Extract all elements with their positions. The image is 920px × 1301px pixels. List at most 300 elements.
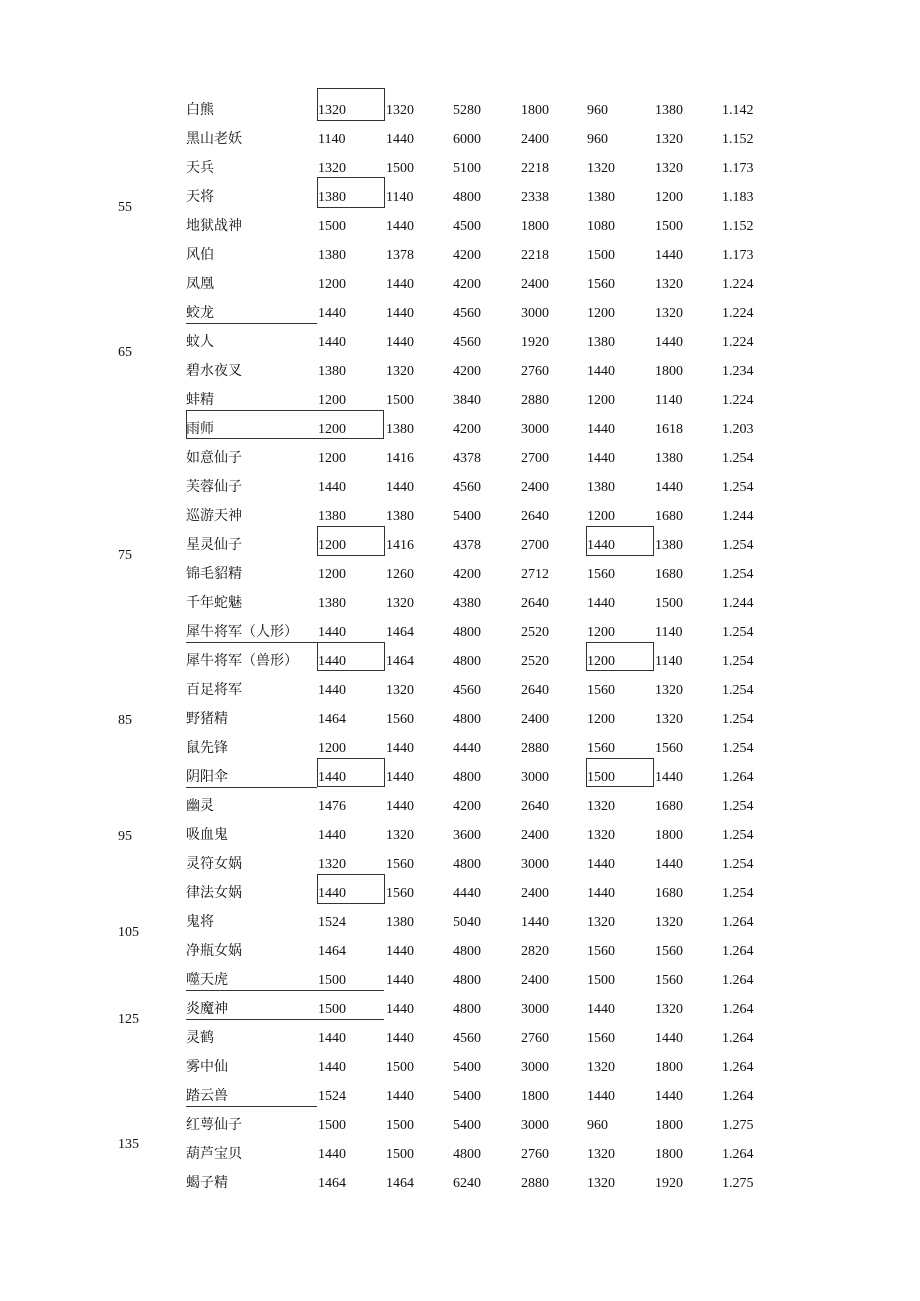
stat-defense: 1320 bbox=[386, 596, 414, 611]
stat-growth: 1.275 bbox=[722, 1118, 754, 1133]
stat-growth: 1.152 bbox=[722, 219, 754, 234]
stat-speed: 1440 bbox=[587, 364, 615, 379]
stat-defense: 1380 bbox=[386, 915, 414, 930]
pet-name: 噬天虎 bbox=[186, 973, 228, 988]
stat-mp: 2880 bbox=[521, 741, 549, 756]
stat-growth: 1.203 bbox=[722, 422, 754, 437]
stat-growth: 1.254 bbox=[722, 857, 754, 872]
stat-defense: 1440 bbox=[386, 306, 414, 321]
stat-growth: 1.254 bbox=[722, 683, 754, 698]
table-row bbox=[0, 1174, 920, 1203]
stat-mp: 3000 bbox=[521, 857, 549, 872]
pet-name: 百足将军 bbox=[186, 683, 242, 698]
stat-growth: 1.254 bbox=[722, 741, 754, 756]
stat-defense: 1320 bbox=[386, 683, 414, 698]
stat-dodge: 1618 bbox=[655, 422, 683, 437]
pet-name: 风伯 bbox=[186, 248, 214, 263]
stat-attack: 1440 bbox=[318, 770, 346, 785]
stat-mp: 2700 bbox=[521, 538, 549, 553]
stat-mp: 2760 bbox=[521, 364, 549, 379]
stat-mp: 2712 bbox=[521, 567, 549, 582]
stat-mp: 2640 bbox=[521, 596, 549, 611]
stat-attack: 1440 bbox=[318, 625, 346, 640]
stat-defense: 1440 bbox=[386, 944, 414, 959]
stat-dodge: 1380 bbox=[655, 538, 683, 553]
stat-attack: 1464 bbox=[318, 1176, 346, 1191]
pet-name: 幽灵 bbox=[186, 799, 214, 814]
stat-growth: 1.264 bbox=[722, 1089, 754, 1104]
stat-speed: 1320 bbox=[587, 1176, 615, 1191]
stat-attack: 1440 bbox=[318, 1147, 346, 1162]
stat-growth: 1.254 bbox=[722, 712, 754, 727]
stat-mp: 2880 bbox=[521, 1176, 549, 1191]
stat-growth: 1.234 bbox=[722, 364, 754, 379]
stat-defense: 1378 bbox=[386, 248, 414, 263]
stat-defense: 1464 bbox=[386, 654, 414, 669]
stat-attack: 1476 bbox=[318, 799, 346, 814]
table-row bbox=[0, 826, 920, 855]
stat-hp: 4200 bbox=[453, 248, 481, 263]
stat-defense: 1320 bbox=[386, 364, 414, 379]
stat-hp: 4800 bbox=[453, 944, 481, 959]
stat-speed: 1320 bbox=[587, 1060, 615, 1075]
pet-name: 犀牛将军（兽形） bbox=[186, 654, 298, 669]
stat-mp: 3000 bbox=[521, 1118, 549, 1133]
stat-speed: 1440 bbox=[587, 857, 615, 872]
stat-speed: 1380 bbox=[587, 190, 615, 205]
stat-defense: 1464 bbox=[386, 1176, 414, 1191]
table-row bbox=[0, 1029, 920, 1058]
table-row bbox=[0, 101, 920, 130]
stat-defense: 1500 bbox=[386, 393, 414, 408]
stat-attack: 1200 bbox=[318, 451, 346, 466]
stat-attack: 1500 bbox=[318, 1002, 346, 1017]
pet-name: 吸血鬼 bbox=[186, 828, 228, 843]
stat-dodge: 1800 bbox=[655, 1118, 683, 1133]
stat-speed: 960 bbox=[587, 103, 608, 118]
stat-speed: 1440 bbox=[587, 538, 615, 553]
pet-name: 红萼仙子 bbox=[186, 1118, 242, 1133]
stat-defense: 1440 bbox=[386, 1089, 414, 1104]
stat-attack: 1464 bbox=[318, 944, 346, 959]
stat-dodge: 1320 bbox=[655, 712, 683, 727]
table-row bbox=[0, 797, 920, 826]
stat-speed: 1200 bbox=[587, 712, 615, 727]
stat-defense: 1500 bbox=[386, 1147, 414, 1162]
table-row bbox=[0, 246, 920, 275]
stat-attack: 1524 bbox=[318, 915, 346, 930]
stat-dodge: 1800 bbox=[655, 364, 683, 379]
stat-dodge: 1560 bbox=[655, 741, 683, 756]
stat-dodge: 1440 bbox=[655, 480, 683, 495]
stat-hp: 4378 bbox=[453, 451, 481, 466]
stat-dodge: 1320 bbox=[655, 915, 683, 930]
stat-speed: 1440 bbox=[587, 596, 615, 611]
stat-dodge: 1200 bbox=[655, 190, 683, 205]
stat-mp: 1800 bbox=[521, 219, 549, 234]
stat-dodge: 1320 bbox=[655, 306, 683, 321]
pet-name: 鼠先锋 bbox=[186, 741, 228, 756]
stat-attack: 1440 bbox=[318, 1060, 346, 1075]
stat-mp: 3000 bbox=[521, 422, 549, 437]
stat-dodge: 1440 bbox=[655, 1031, 683, 1046]
table-row bbox=[0, 217, 920, 246]
stat-defense: 1260 bbox=[386, 567, 414, 582]
stat-dodge: 1440 bbox=[655, 248, 683, 263]
table-row bbox=[0, 623, 920, 652]
stat-defense: 1500 bbox=[386, 161, 414, 176]
stat-dodge: 1800 bbox=[655, 828, 683, 843]
table-row bbox=[0, 1000, 920, 1029]
stat-attack: 1200 bbox=[318, 422, 346, 437]
stat-speed: 1080 bbox=[587, 219, 615, 234]
stat-dodge: 1320 bbox=[655, 277, 683, 292]
stat-defense: 1464 bbox=[386, 625, 414, 640]
stat-dodge: 1680 bbox=[655, 567, 683, 582]
stat-speed: 1200 bbox=[587, 509, 615, 524]
stat-growth: 1.264 bbox=[722, 915, 754, 930]
stat-hp: 5400 bbox=[453, 1118, 481, 1133]
stat-attack: 1320 bbox=[318, 161, 346, 176]
stat-mp: 2640 bbox=[521, 509, 549, 524]
stat-mp: 2400 bbox=[521, 132, 549, 147]
stat-speed: 1380 bbox=[587, 335, 615, 350]
stat-dodge: 1800 bbox=[655, 1060, 683, 1075]
stat-dodge: 1440 bbox=[655, 1089, 683, 1104]
stat-mp: 2400 bbox=[521, 277, 549, 292]
stat-hp: 4800 bbox=[453, 654, 481, 669]
stat-attack: 1440 bbox=[318, 335, 346, 350]
stat-speed: 1500 bbox=[587, 248, 615, 263]
stat-growth: 1.224 bbox=[722, 306, 754, 321]
stat-defense: 1500 bbox=[386, 1118, 414, 1133]
stat-hp: 4800 bbox=[453, 1147, 481, 1162]
stat-speed: 1320 bbox=[587, 828, 615, 843]
table-row bbox=[0, 130, 920, 159]
stat-defense: 1440 bbox=[386, 132, 414, 147]
stat-attack: 1140 bbox=[318, 132, 346, 147]
stat-defense: 1440 bbox=[386, 335, 414, 350]
stat-growth: 1.224 bbox=[722, 393, 754, 408]
stat-dodge: 1500 bbox=[655, 596, 683, 611]
pet-name: 蛟龙 bbox=[186, 306, 214, 321]
stat-growth: 1.254 bbox=[722, 538, 754, 553]
stat-defense: 1440 bbox=[386, 1031, 414, 1046]
stat-hp: 4200 bbox=[453, 799, 481, 814]
stat-growth: 1.254 bbox=[722, 625, 754, 640]
table-row bbox=[0, 507, 920, 536]
stat-speed: 1200 bbox=[587, 393, 615, 408]
stat-dodge: 1560 bbox=[655, 973, 683, 988]
pet-name: 锦毛貂精 bbox=[186, 567, 242, 582]
pet-name: 律法女娲 bbox=[186, 886, 242, 901]
stat-dodge: 1680 bbox=[655, 509, 683, 524]
stat-mp: 1800 bbox=[521, 103, 549, 118]
stat-hp: 4560 bbox=[453, 1031, 481, 1046]
stat-hp: 4560 bbox=[453, 335, 481, 350]
stat-growth: 1.173 bbox=[722, 248, 754, 263]
table-row bbox=[0, 710, 920, 739]
table-row bbox=[0, 884, 920, 913]
stat-hp: 5400 bbox=[453, 1060, 481, 1075]
table-row bbox=[0, 536, 920, 565]
pet-name: 芙蓉仙子 bbox=[186, 480, 242, 495]
stat-dodge: 1680 bbox=[655, 799, 683, 814]
pet-name: 蚌精 bbox=[186, 393, 214, 408]
level-label: 125 bbox=[118, 1012, 139, 1027]
stat-mp: 1920 bbox=[521, 335, 549, 350]
pet-name: 灵鹤 bbox=[186, 1031, 214, 1046]
stat-growth: 1.244 bbox=[722, 509, 754, 524]
stat-hp: 4440 bbox=[453, 741, 481, 756]
pet-name: 白熊 bbox=[186, 103, 214, 118]
stat-hp: 4200 bbox=[453, 422, 481, 437]
stat-growth: 1.264 bbox=[722, 973, 754, 988]
level-label: 135 bbox=[118, 1137, 139, 1152]
stat-mp: 2640 bbox=[521, 683, 549, 698]
stat-attack: 1440 bbox=[318, 480, 346, 495]
stat-dodge: 1440 bbox=[655, 857, 683, 872]
level-label: 75 bbox=[118, 548, 132, 563]
stat-hp: 4800 bbox=[453, 857, 481, 872]
stat-growth: 1.254 bbox=[722, 567, 754, 582]
stat-mp: 2700 bbox=[521, 451, 549, 466]
stat-attack: 1500 bbox=[318, 1118, 346, 1133]
stat-speed: 960 bbox=[587, 1118, 608, 1133]
stat-speed: 1440 bbox=[587, 886, 615, 901]
stat-dodge: 1800 bbox=[655, 1147, 683, 1162]
pet-name: 雾中仙 bbox=[186, 1060, 228, 1075]
table-row bbox=[0, 159, 920, 188]
stat-dodge: 1440 bbox=[655, 335, 683, 350]
table-row bbox=[0, 1145, 920, 1174]
table-row bbox=[0, 333, 920, 362]
stat-dodge: 1680 bbox=[655, 886, 683, 901]
stat-speed: 1560 bbox=[587, 741, 615, 756]
stat-growth: 1.173 bbox=[722, 161, 754, 176]
stat-mp: 2520 bbox=[521, 625, 549, 640]
stat-attack: 1380 bbox=[318, 248, 346, 263]
stat-hp: 4560 bbox=[453, 480, 481, 495]
stat-attack: 1200 bbox=[318, 741, 346, 756]
table-row bbox=[0, 681, 920, 710]
stat-hp: 5100 bbox=[453, 161, 481, 176]
pet-name: 阴阳伞 bbox=[186, 770, 228, 785]
stat-dodge: 1320 bbox=[655, 161, 683, 176]
stat-hp: 5400 bbox=[453, 1089, 481, 1104]
stat-mp: 2400 bbox=[521, 712, 549, 727]
pet-name: 千年蛇魅 bbox=[186, 596, 242, 611]
pet-name: 天兵 bbox=[186, 161, 214, 176]
stat-mp: 2760 bbox=[521, 1031, 549, 1046]
stat-defense: 1500 bbox=[386, 1060, 414, 1075]
stat-mp: 3000 bbox=[521, 1002, 549, 1017]
stat-hp: 3840 bbox=[453, 393, 481, 408]
table-row bbox=[0, 855, 920, 884]
stat-growth: 1.183 bbox=[722, 190, 754, 205]
table-row bbox=[0, 942, 920, 971]
pet-name: 天将 bbox=[186, 190, 214, 205]
stat-attack: 1500 bbox=[318, 973, 346, 988]
stat-growth: 1.152 bbox=[722, 132, 754, 147]
stat-defense: 1440 bbox=[386, 277, 414, 292]
stat-attack: 1200 bbox=[318, 277, 346, 292]
stat-defense: 1440 bbox=[386, 480, 414, 495]
pet-name: 净瓶女娲 bbox=[186, 944, 242, 959]
pet-name: 葫芦宝贝 bbox=[186, 1147, 242, 1162]
stat-dodge: 1920 bbox=[655, 1176, 683, 1191]
pet-name: 灵符女娲 bbox=[186, 857, 242, 872]
stat-speed: 1560 bbox=[587, 683, 615, 698]
stat-attack: 1524 bbox=[318, 1089, 346, 1104]
stat-hp: 4800 bbox=[453, 190, 481, 205]
stat-attack: 1320 bbox=[318, 103, 346, 118]
table-row bbox=[0, 275, 920, 304]
stat-attack: 1200 bbox=[318, 567, 346, 582]
stat-growth: 1.254 bbox=[722, 799, 754, 814]
stat-dodge: 1320 bbox=[655, 683, 683, 698]
stat-attack: 1200 bbox=[318, 393, 346, 408]
pet-name: 犀牛将军（人形） bbox=[186, 625, 298, 640]
stat-hp: 4560 bbox=[453, 306, 481, 321]
level-label: 95 bbox=[118, 829, 132, 844]
stat-speed: 1500 bbox=[587, 973, 615, 988]
stat-defense: 1416 bbox=[386, 451, 414, 466]
stat-hp: 4200 bbox=[453, 567, 481, 582]
stat-mp: 1440 bbox=[521, 915, 549, 930]
stat-attack: 1380 bbox=[318, 190, 346, 205]
stat-hp: 6240 bbox=[453, 1176, 481, 1191]
pet-name: 碧水夜叉 bbox=[186, 364, 242, 379]
stat-hp: 4200 bbox=[453, 277, 481, 292]
stat-growth: 1.264 bbox=[722, 1060, 754, 1075]
stat-mp: 2400 bbox=[521, 828, 549, 843]
stat-dodge: 1560 bbox=[655, 944, 683, 959]
stat-growth: 1.264 bbox=[722, 944, 754, 959]
stat-speed: 1200 bbox=[587, 654, 615, 669]
stat-growth: 1.244 bbox=[722, 596, 754, 611]
pet-name: 雨师 bbox=[186, 422, 214, 437]
stat-mp: 2218 bbox=[521, 248, 549, 263]
stat-mp: 3000 bbox=[521, 306, 549, 321]
stat-mp: 2760 bbox=[521, 1147, 549, 1162]
stat-mp: 2400 bbox=[521, 480, 549, 495]
stat-hp: 4800 bbox=[453, 712, 481, 727]
stat-hp: 4800 bbox=[453, 973, 481, 988]
table-row bbox=[0, 1058, 920, 1087]
stat-growth: 1.275 bbox=[722, 1176, 754, 1191]
stat-hp: 3600 bbox=[453, 828, 481, 843]
table-row bbox=[0, 594, 920, 623]
pet-name: 地狱战神 bbox=[186, 219, 242, 234]
level-label: 105 bbox=[118, 925, 139, 940]
table-row bbox=[0, 768, 920, 797]
stat-hp: 5280 bbox=[453, 103, 481, 118]
stat-speed: 1560 bbox=[587, 567, 615, 582]
table-row bbox=[0, 1116, 920, 1145]
stat-speed: 1200 bbox=[587, 306, 615, 321]
stat-speed: 1320 bbox=[587, 1147, 615, 1162]
table-row bbox=[0, 739, 920, 768]
stat-growth: 1.254 bbox=[722, 654, 754, 669]
stat-defense: 1440 bbox=[386, 973, 414, 988]
stat-attack: 1380 bbox=[318, 509, 346, 524]
stat-growth: 1.142 bbox=[722, 103, 754, 118]
stat-hp: 5040 bbox=[453, 915, 481, 930]
stat-speed: 1200 bbox=[587, 625, 615, 640]
stat-hp: 4800 bbox=[453, 1002, 481, 1017]
stat-dodge: 1140 bbox=[655, 625, 683, 640]
stat-dodge: 1380 bbox=[655, 451, 683, 466]
stat-hp: 4440 bbox=[453, 886, 481, 901]
stat-dodge: 1140 bbox=[655, 393, 683, 408]
stat-defense: 1560 bbox=[386, 886, 414, 901]
table-row bbox=[0, 304, 920, 333]
table-row bbox=[0, 362, 920, 391]
stat-attack: 1380 bbox=[318, 596, 346, 611]
stat-speed: 1440 bbox=[587, 422, 615, 437]
stat-dodge: 1140 bbox=[655, 654, 683, 669]
stat-growth: 1.224 bbox=[722, 335, 754, 350]
stat-defense: 1440 bbox=[386, 799, 414, 814]
stat-hp: 4800 bbox=[453, 770, 481, 785]
stat-speed: 1560 bbox=[587, 944, 615, 959]
level-label: 55 bbox=[118, 200, 132, 215]
stat-defense: 1320 bbox=[386, 103, 414, 118]
pet-name: 蝎子精 bbox=[186, 1176, 228, 1191]
stat-attack: 1440 bbox=[318, 1031, 346, 1046]
stat-attack: 1440 bbox=[318, 828, 346, 843]
table-row bbox=[0, 449, 920, 478]
pet-name: 如意仙子 bbox=[186, 451, 242, 466]
stat-mp: 2880 bbox=[521, 393, 549, 408]
pet-name: 踏云兽 bbox=[186, 1089, 228, 1104]
stat-dodge: 1380 bbox=[655, 103, 683, 118]
stat-mp: 2640 bbox=[521, 799, 549, 814]
stat-growth: 1.224 bbox=[722, 277, 754, 292]
stat-mp: 2218 bbox=[521, 161, 549, 176]
stat-mp: 3000 bbox=[521, 770, 549, 785]
pet-name: 星灵仙子 bbox=[186, 538, 242, 553]
stat-dodge: 1500 bbox=[655, 219, 683, 234]
stat-attack: 1500 bbox=[318, 219, 346, 234]
stat-mp: 2820 bbox=[521, 944, 549, 959]
stat-defense: 1320 bbox=[386, 828, 414, 843]
table-row bbox=[0, 565, 920, 594]
stat-dodge: 1440 bbox=[655, 770, 683, 785]
stat-defense: 1140 bbox=[386, 190, 414, 205]
level-label: 65 bbox=[118, 345, 132, 360]
stat-attack: 1440 bbox=[318, 654, 346, 669]
stat-hp: 4500 bbox=[453, 219, 481, 234]
stat-attack: 1380 bbox=[318, 364, 346, 379]
stat-mp: 3000 bbox=[521, 1060, 549, 1075]
stat-speed: 1440 bbox=[587, 1089, 615, 1104]
stat-mp: 2338 bbox=[521, 190, 549, 205]
table-row bbox=[0, 971, 920, 1000]
stat-hp: 5400 bbox=[453, 509, 481, 524]
stat-growth: 1.254 bbox=[722, 828, 754, 843]
table-row bbox=[0, 478, 920, 507]
stat-mp: 1800 bbox=[521, 1089, 549, 1104]
stat-attack: 1320 bbox=[318, 857, 346, 872]
table-row bbox=[0, 913, 920, 942]
stat-hp: 4200 bbox=[453, 364, 481, 379]
pet-name: 黑山老妖 bbox=[186, 132, 242, 147]
table-row bbox=[0, 420, 920, 449]
stat-hp: 4378 bbox=[453, 538, 481, 553]
stat-defense: 1440 bbox=[386, 219, 414, 234]
